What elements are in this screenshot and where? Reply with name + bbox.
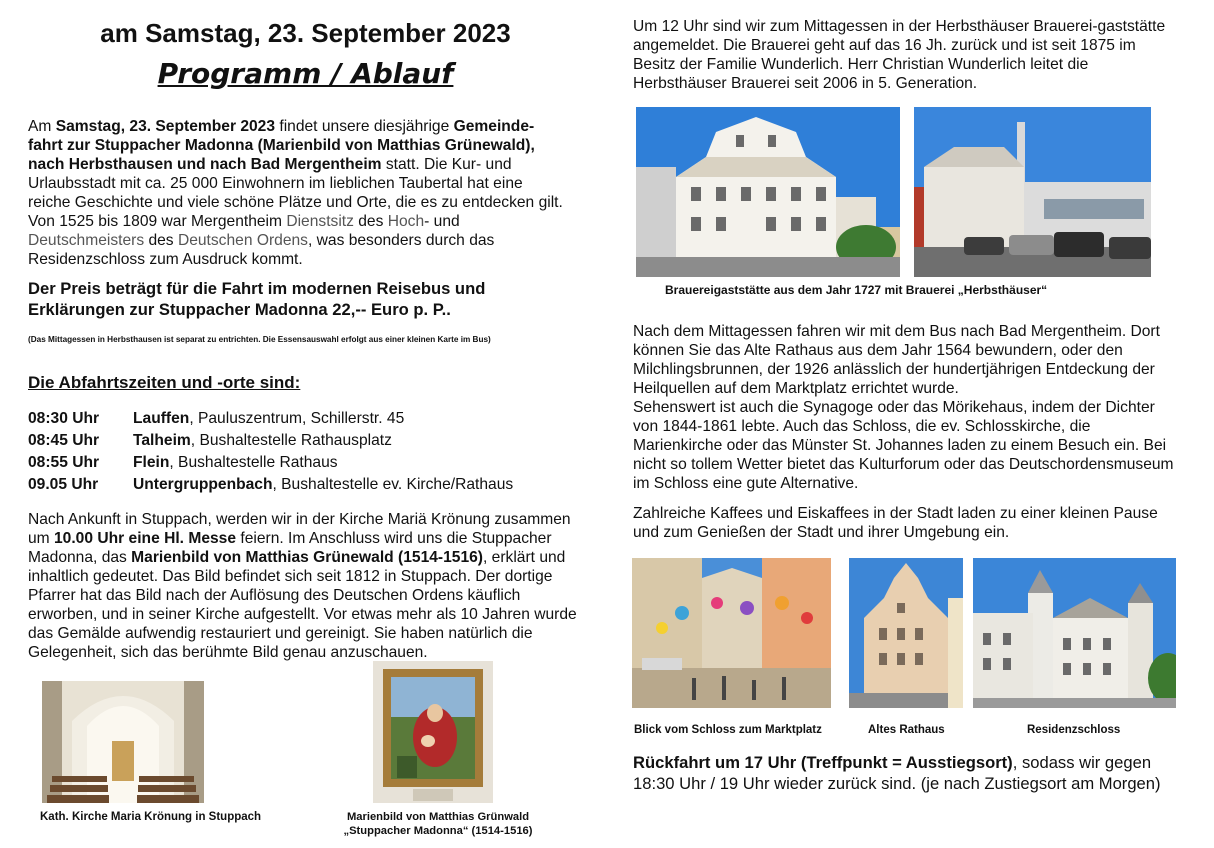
- departure-place: Untergruppenbach, Bushaltestelle ev. Kirche/Rathaus: [133, 476, 514, 493]
- departure-time: 08:30 Uhr: [28, 410, 100, 427]
- market-street-photo: [632, 558, 831, 708]
- church-interior-photo: [42, 681, 204, 803]
- old-townhall-photo: [849, 558, 963, 708]
- departure-place: Talheim, Bushaltestelle Rathausplatz: [133, 432, 392, 449]
- painting-caption-line1: Marienbild von Matthias Grünwald: [346, 811, 530, 823]
- departure-place: Flein, Bushaltestelle Rathaus: [133, 454, 338, 471]
- residence-palace-photo: [973, 558, 1176, 708]
- mergentheim-paragraph: Nach dem Mittagessen fahren wir mit dem Bus nach Bad Mergentheim. Dort können Sie das Alte Rathaus aus dem Jahr 1564 bewundern, oder den Milchlingsbrunnen, der 1926 anlässlich der hundertjährigen Entdeckung der Heilquellen auf dem Marktplatz errichtet wurde. Sehenswert ist auch die Synagoge oder das Mörikehaus, indem der Dichter von 1844-1861 lebte. Auch das Schloss, die ev. Schlosskirche, die Marienkirche oder das Münster St. Johannes laden zu einem Besuch ein. Bei nicht so tollem Wetter bietet das Kulturforum oder das Deutschordensmuseum im Schloss eine gute Alternative.: [633, 323, 1174, 492]
- cafes-paragraph: Zahlreiche Kaffees und Eiskaffees in der Stadt laden zu einer kleinen Pause und zum Genießen der Stadt und ihrer Umgebung ein.: [633, 505, 1158, 541]
- brewery-guesthouse-photo: [636, 107, 900, 277]
- program-title: Programm / Ablauf: [157, 57, 454, 90]
- departure-place: Lauffen, Pauluszentrum, Schillerstr. 45: [133, 410, 405, 427]
- brewery-photo: [914, 107, 1151, 277]
- departure-time: 08:55 Uhr: [28, 454, 100, 471]
- brewery-caption: Brauereigaststätte aus dem Jahr 1727 mit Brauerei „Herbsthäuser“: [665, 283, 1048, 297]
- palace-caption: Residenzschloss: [1027, 724, 1121, 736]
- departure-row: [28, 452, 583, 474]
- painting-caption: [338, 810, 538, 838]
- price-note: (Das Mittagessen in Herbsthausen ist separat zu entrichten. Die Essensauswahl erfolgt aus einer kleinen Karte im Bus): [28, 335, 491, 344]
- departure-time: 09.05 Uhr: [28, 476, 99, 493]
- departure-schedule: [28, 408, 583, 498]
- painting-caption-line2: „Stuppacher Madonna“ (1514-1516): [343, 825, 533, 837]
- price-text: Der Preis beträgt für die Fahrt im modernen Reisebus und Erklärungen zur Stuppacher Madonna 22,-- Euro p. P..: [28, 279, 486, 319]
- stuppach-paragraph: Nach Ankunft in Stuppach, werden wir in der Kirche Mariä Krönung zusammen um 10.00 Uhr eine Hl. Messe feiern. Im Anschluss wird uns die Stuppacher Madonna, das Marienbild von Matthias Grünewald (1514-1516), erklärt und inhaltlich gedeutet. Das Bild befindet sich seit 1812 in Stuppach. Der dortige Pfarrer hat das Bild nach der Auflösung des Deutschen Ordens käuflich erworben, und in seiner Kirche aufgestellt. Vor etwas mehr als 10 Jahren wurde das Gemälde aufwendig restauriert und gereinigt. Sie haben natürlich die Gelegenheit, sich das berühmte Bild genau anzuschauen.: [28, 511, 577, 661]
- date-title: am Samstag, 23. September 2023: [100, 18, 511, 48]
- market-caption: Blick vom Schloss zum Marktplatz: [634, 724, 822, 736]
- departure-row: [28, 430, 583, 452]
- return-paragraph: Rückfahrt um 17 Uhr (Treffpunkt = Ausstiegsort), sodass wir gegen 18:30 Uhr / 19 Uhr wieder zurück sind. (je nach Zustiegsort am Morgen): [633, 753, 1161, 793]
- departure-row: [28, 408, 583, 430]
- departure-time: 08:45 Uhr: [28, 432, 100, 449]
- departures-heading: Die Abfahrtszeiten und -orte sind:: [28, 373, 301, 392]
- townhall-caption: Altes Rathaus: [868, 724, 945, 736]
- madonna-painting-photo: [373, 661, 493, 803]
- departure-row: [28, 474, 583, 496]
- intro-paragraph: Am Samstag, 23. September 2023 findet unsere diesjährige Gemeinde-fahrt zur Stuppacher Madonna (Marienbild von Matthias Grünewald), nach Herbsthausen und nach Bad Mergentheim statt. Die Kur- und Urlaubsstadt mit ca. 25 000 Einwohnern im lieblichen Taubertal hat eine reiche Geschichte und viele schöne Plätze und Orte, die es zu entdecken gilt. Von 1525 bis 1809 war Mergentheim Dienstsitz des Hoch- und Deutschmeisters des Deutschen Ordens, was besonders durch das Residenzschloss zum Ausdruck kommt.: [28, 118, 563, 268]
- church-caption: Kath. Kirche Maria Krönung in Stuppach: [40, 811, 262, 823]
- lunch-paragraph: Um 12 Uhr sind wir zum Mittagessen in der Herbsthäuser Brauerei-gaststätte angemeldet. Die Brauerei geht auf das 16 Jh. zurück und ist seit 1875 im Besitz der Familie Wunderlich. Herr Christian Wunderlich leitet die Herbsthäuser Brauerei seit 2006 in 5. Generation.: [633, 18, 1166, 92]
